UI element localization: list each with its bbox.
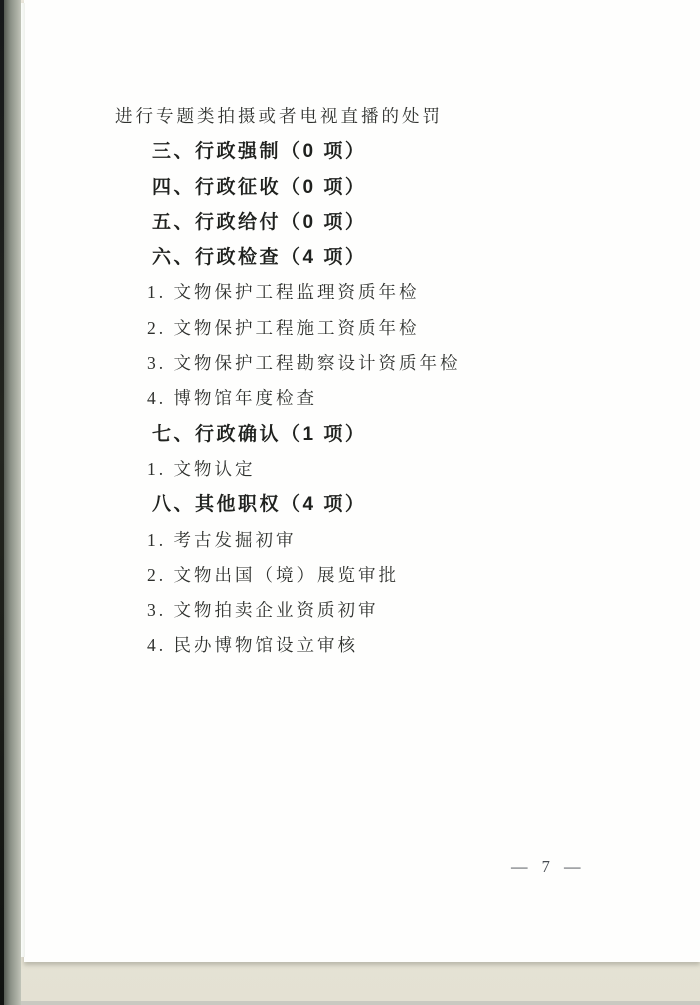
list-item: 1. 文物保护工程监理资质年检 (147, 282, 420, 303)
section-heading-8: 八、其他职权（4 项） (152, 494, 367, 516)
page-left-edge-highlight (21, 3, 25, 957)
section-heading-3: 三、行政强制（0 项） (152, 141, 367, 163)
section-heading-4: 四、行政征收（0 项） (152, 176, 367, 198)
binding-edge-gray (4, 0, 21, 1005)
section-heading-6: 六、行政检查（4 项） (152, 247, 367, 269)
scan-bottom-edge (0, 1001, 700, 1005)
list-item: 2. 文物出国（境）展览审批 (147, 564, 399, 585)
page-number: — 7 — (511, 857, 586, 876)
section-heading-5: 五、行政给付（0 项） (152, 211, 367, 233)
paragraph-continuation-line: 进行专题类拍摄或者电视直播的处罚 (115, 106, 443, 126)
page-content (115, 99, 461, 664)
section-heading-7: 七、行政确认（1 项） (152, 423, 367, 445)
list-item: 2. 文物保护工程施工资质年检 (147, 317, 420, 338)
list-item: 4. 博物馆年度检查 (147, 388, 317, 409)
list-item: 3. 文物拍卖企业资质初审 (147, 600, 379, 621)
list-item: 3. 文物保护工程勘察设计资质年检 (147, 353, 461, 374)
list-item: 4. 民办博物馆设立审核 (147, 635, 358, 656)
list-item: 1. 文物认定 (147, 458, 256, 479)
list-item: 1. 考古发掘初审 (147, 529, 297, 550)
document-page (24, 0, 700, 962)
